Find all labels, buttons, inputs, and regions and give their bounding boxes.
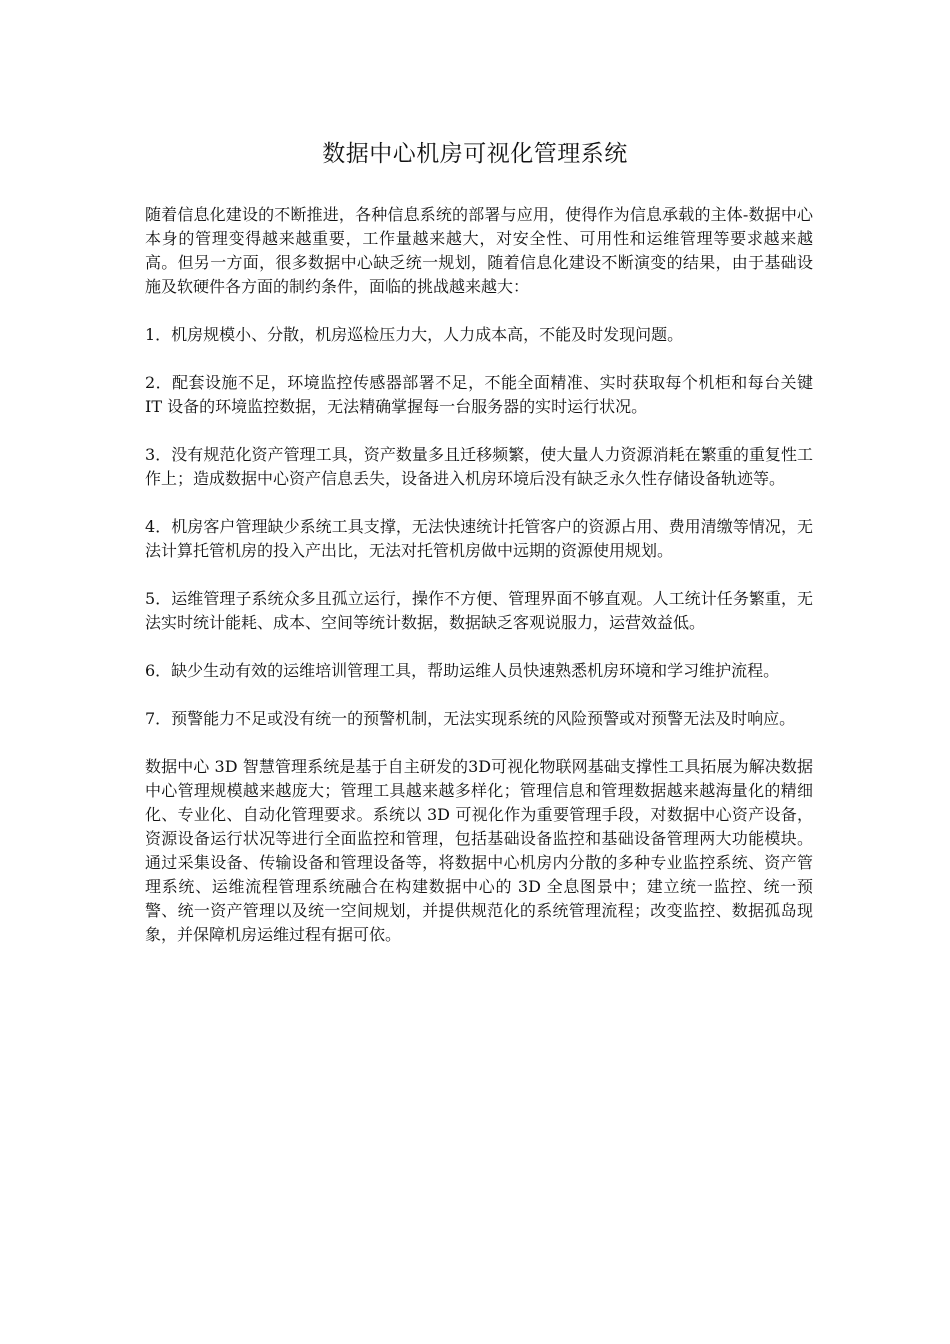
list-item-7: 7．预警能力不足或没有统一的预警机制，无法实现系统的风险预警或对预警无法及时响应。 — [145, 709, 796, 728]
document-title: 数据中心机房可视化管理系统 — [322, 141, 628, 167]
document-body — [145, 203, 813, 971]
list-item-5: 5．运维管理子系统众多且孤立运行，操作不方便、管理界面不够直观。人工统计任务繁重，无法实时统计能耗、成本、空间等统计数据，数据缺乏客观说服力，运营效益低。 — [145, 589, 813, 632]
summary-paragraph: 数据中心 3D 智慧管理系统是基于自主研发的3D可视化物联网基础支撑性工具拓展为解决数据中心管理规模越来越庞大；管理工具越来越多样化；管理信息和管理数据越来越海量化的精细化、专业化、自动化管理要求。系统以 3D 可视化作为重要管理手段，对数据中心资产设备，资源设备运行状况等进行全面监控和管理，包括基础设备监控和基础设备管理两大功能模块。通过采集设备、传输设备和管理设备等，将数据中心机房内分散的多种专业监控系统、资产管理系统、运维流程管理系统融合在构建数据中心的 3D 全息图景中；建立统一监控、统一预警、统一资产管理以及统一空间规划，并提供规范化的系统管理流程；改变监控、数据孤岛现象，并保障机房运维过程有据可依。 — [145, 757, 813, 944]
list-item-6: 6．缺少生动有效的运维培训管理工具，帮助运维人员快速熟悉机房环境和学习维护流程。 — [145, 661, 780, 680]
list-item-2: 2．配套设施不足，环境监控传感器部署不足，不能全面精准、实时获取每个机柜和每台关键 IT 设备的环境监控数据，无法精确掌握每一台服务器的实时运行状况。 — [145, 373, 813, 416]
list-item-4: 4．机房客户管理缺少系统工具支撑，无法快速统计托管客户的资源占用、费用清缴等情况，无法计算托管机房的投入产出比，无法对托管机房做中远期的资源使用规划。 — [145, 517, 813, 560]
list-item-3: 3．没有规范化资产管理工具，资产数量多且迁移频繁，使大量人力资源消耗在繁重的重复性工作上；造成数据中心资产信息丢失，设备进入机房环境后没有缺乏永久性存储设备轨迹等。 — [145, 445, 813, 488]
intro-paragraph: 随着信息化建设的不断推进，各种信息系统的部署与应用，使得作为信息承载的主体-数据中心本身的管理变得越来越重要，工作量越来越大，对安全性、可用性和运维管理等要求越来越高。但另一方面，很多数据中心缺乏统一规划，随着信息化建设不断演变的结果，由于基础设施及软硬件各方面的制约条件，面临的挑战越来越大： — [145, 205, 813, 296]
list-item-1: 1．机房规模小、分散，机房巡检压力大，人力成本高，不能及时发现问题。 — [145, 325, 684, 344]
